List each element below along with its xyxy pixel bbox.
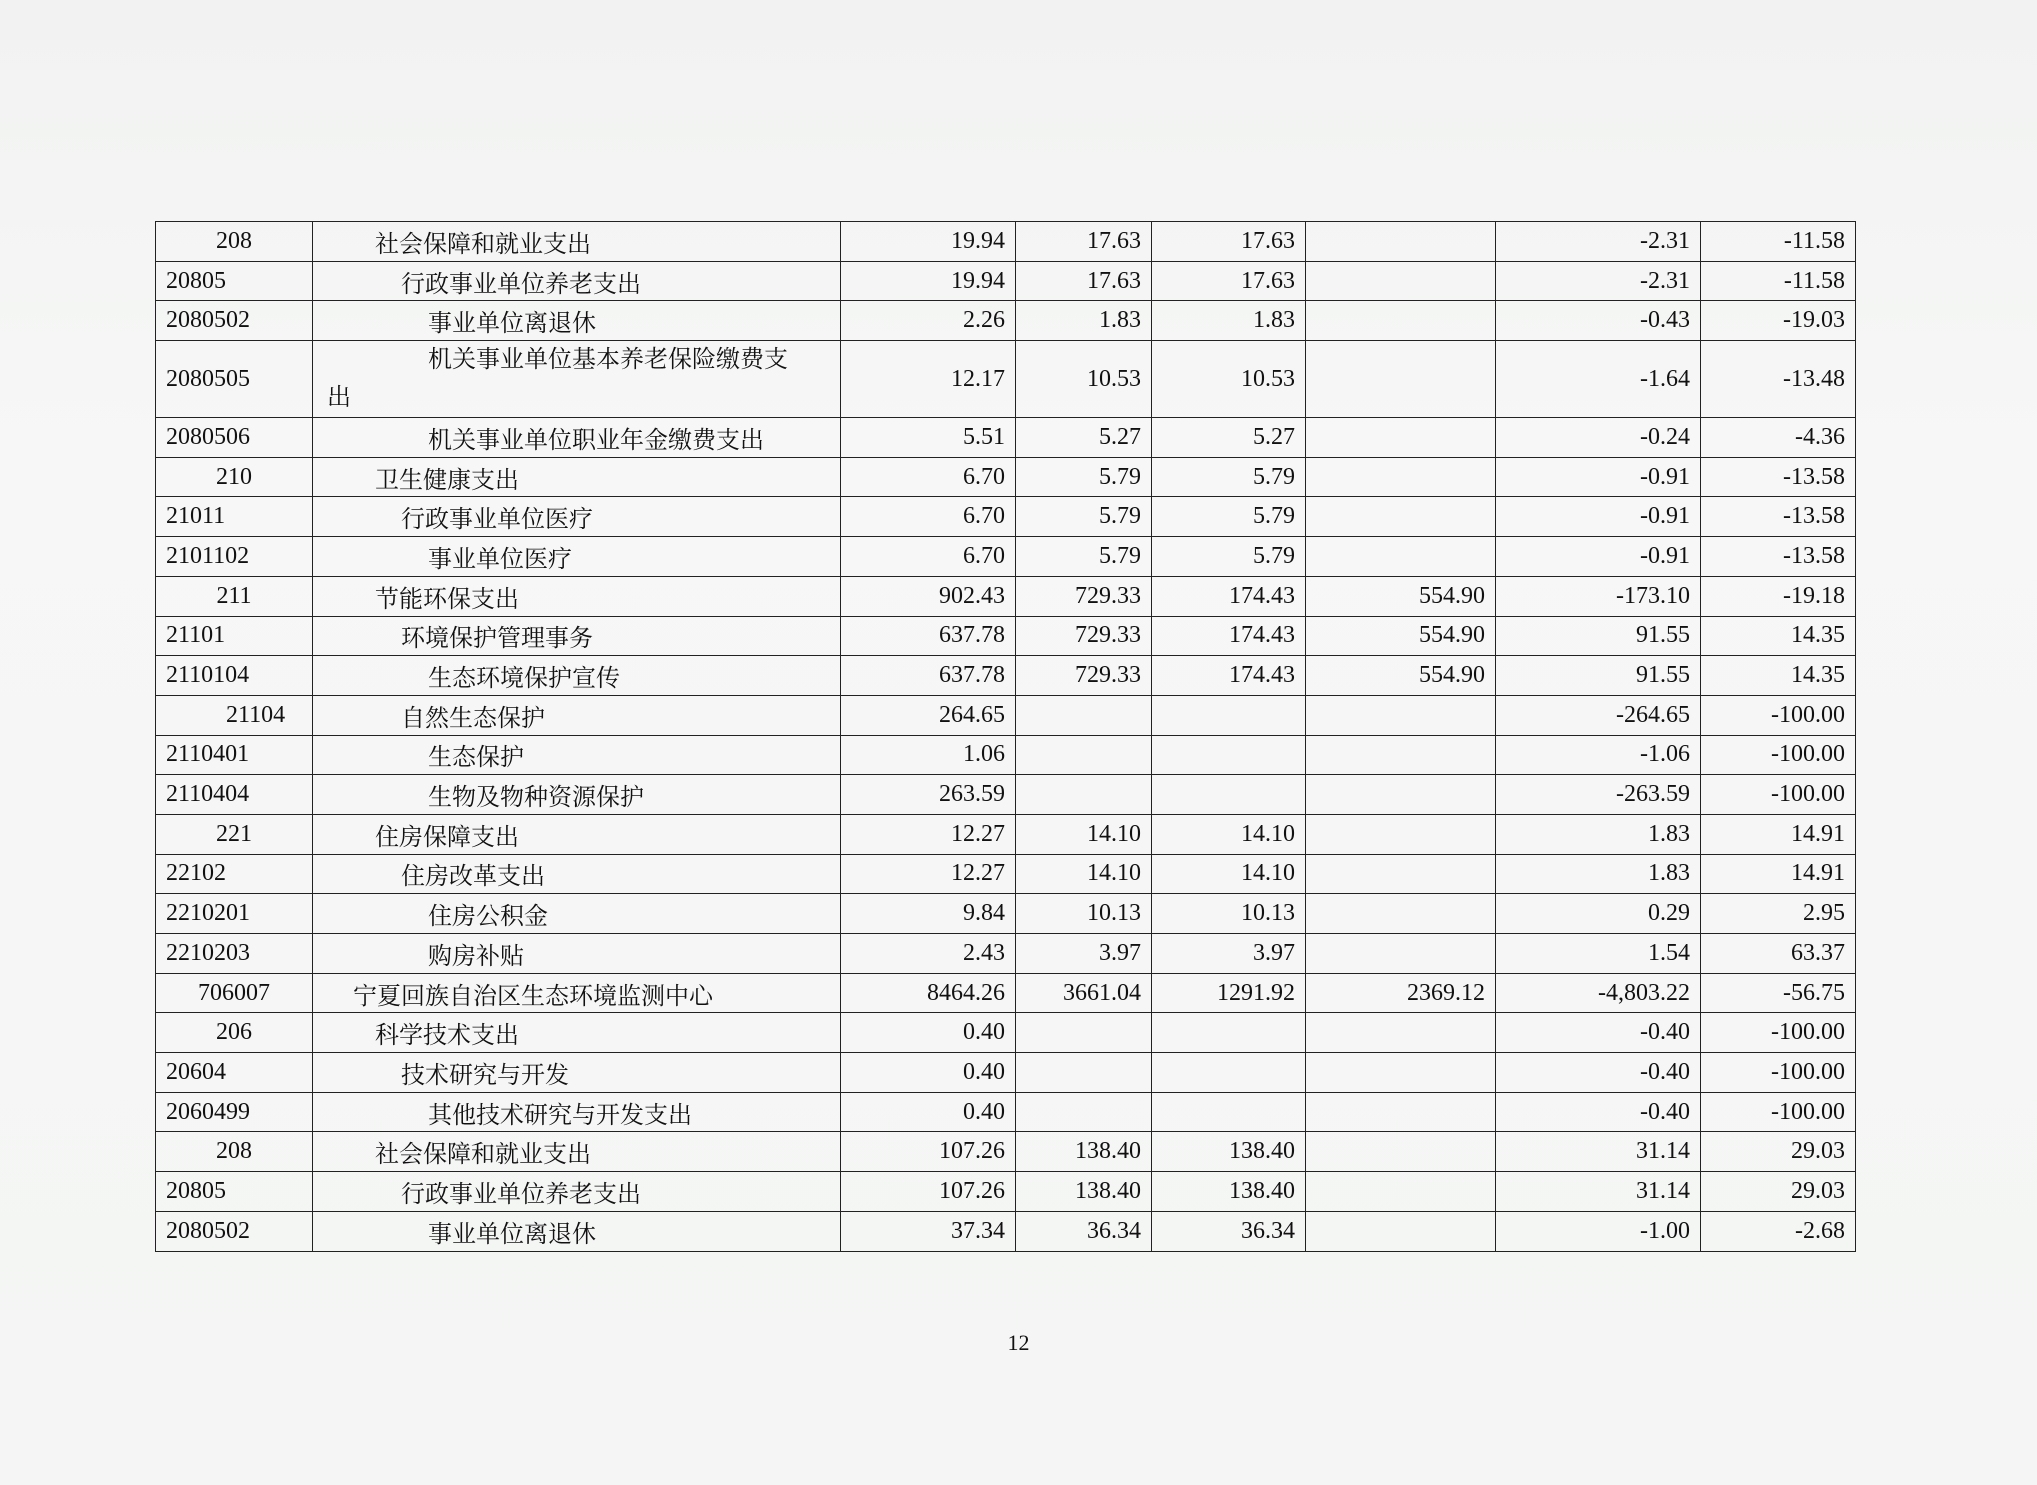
amount-cell-c4 [1306,1211,1496,1251]
table-row [156,814,1856,854]
subject-code-cell: 2060499 [156,1092,313,1132]
subject-code-cell: 2080502 [156,1211,313,1251]
amount-cell-c6: 14.35 [1701,616,1856,656]
amount-cell-c3: 17.63 [1152,261,1306,301]
subject-name-cell: 生态保护 [313,735,841,775]
subject-name-cell [313,341,841,418]
amount-cell-c1: 5.51 [841,418,1016,458]
amount-cell-c4 [1306,934,1496,974]
amount-cell-c1: 37.34 [841,1211,1016,1251]
subject-code-cell: 2210203 [156,934,313,974]
amount-cell-c4 [1306,341,1496,418]
table-row [156,1092,1856,1132]
amount-cell-c5: -0.91 [1496,497,1701,537]
table-row [156,576,1856,616]
amount-cell-c3: 36.34 [1152,1211,1306,1251]
amount-cell-c4: 554.90 [1306,656,1496,696]
amount-cell-c3: 5.79 [1152,457,1306,497]
amount-cell-c4 [1306,418,1496,458]
subject-code-cell: 20604 [156,1053,313,1093]
table-row [156,894,1856,934]
amount-cell-c3: 10.13 [1152,894,1306,934]
subject-name-line: 机关事业单位基本养老保险缴费支 [428,347,788,374]
amount-cell-c2: 729.33 [1016,656,1152,696]
amount-cell-c4 [1306,894,1496,934]
amount-cell-c4 [1306,1172,1496,1212]
amount-cell-c5: -0.91 [1496,457,1701,497]
amount-cell-c3: 1.83 [1152,301,1306,341]
subject-name-cell: 住房保障支出 [313,814,841,854]
amount-cell-c1: 264.65 [841,695,1016,735]
amount-cell-c5: -0.40 [1496,1013,1701,1053]
amount-cell-c2 [1016,1053,1152,1093]
subject-code-cell: 2110404 [156,775,313,815]
amount-cell-c4 [1306,301,1496,341]
table-row [156,222,1856,262]
amount-cell-c3 [1152,1092,1306,1132]
amount-cell-c3: 1291.92 [1152,973,1306,1013]
amount-cell-c4: 2369.12 [1306,973,1496,1013]
amount-cell-c5: -264.65 [1496,695,1701,735]
amount-cell-c6: -13.58 [1701,497,1856,537]
amount-cell-c6: -100.00 [1701,1053,1856,1093]
amount-cell-c2 [1016,775,1152,815]
amount-cell-c5: 0.29 [1496,894,1701,934]
amount-cell-c2 [1016,1092,1152,1132]
budget-table [155,221,1856,1252]
subject-code-cell: 2110401 [156,735,313,775]
table-row [156,497,1856,537]
amount-cell-c3 [1152,775,1306,815]
subject-name-cell: 节能环保支出 [313,576,841,616]
amount-cell-c4 [1306,261,1496,301]
page-number: 12 [1007,1330,1030,1355]
amount-cell-c3: 14.10 [1152,854,1306,894]
amount-cell-c6: -4.36 [1701,418,1856,458]
amount-cell-c6: 14.35 [1701,656,1856,696]
amount-cell-c5: -1.06 [1496,735,1701,775]
subject-name-cell: 事业单位离退休 [313,301,841,341]
amount-cell-c5: -0.40 [1496,1092,1701,1132]
amount-cell-c4 [1306,537,1496,577]
subject-name-cell: 住房公积金 [313,894,841,934]
amount-cell-c1: 19.94 [841,261,1016,301]
amount-cell-c2: 3661.04 [1016,973,1152,1013]
subject-name-cell: 社会保障和就业支出 [313,1132,841,1172]
amount-cell-c1: 9.84 [841,894,1016,934]
table-row [156,775,1856,815]
amount-cell-c1: 12.17 [841,341,1016,418]
amount-cell-c4 [1306,854,1496,894]
amount-cell-c1: 6.70 [841,457,1016,497]
amount-cell-c3 [1152,1013,1306,1053]
amount-cell-c5: 1.83 [1496,854,1701,894]
subject-code-cell: 2080505 [156,341,313,418]
amount-cell-c3: 5.79 [1152,497,1306,537]
table-row [156,1172,1856,1212]
amount-cell-c6: 14.91 [1701,814,1856,854]
amount-cell-c1: 637.78 [841,616,1016,656]
subject-name-line: 出 [327,385,351,412]
subject-code-cell: 2110104 [156,656,313,696]
subject-name-cell: 其他技术研究与开发支出 [313,1092,841,1132]
table-row [156,457,1856,497]
amount-cell-c2: 729.33 [1016,576,1152,616]
amount-cell-c3 [1152,1053,1306,1093]
subject-code-cell: 206 [156,1013,313,1053]
amount-cell-c2: 14.10 [1016,854,1152,894]
subject-code-cell: 210 [156,457,313,497]
table-row [156,418,1856,458]
subject-code-cell: 21101 [156,616,313,656]
amount-cell-c5: 1.54 [1496,934,1701,974]
amount-cell-c4 [1306,1132,1496,1172]
amount-cell-c1: 6.70 [841,537,1016,577]
subject-name-cell: 自然生态保护 [313,695,841,735]
subject-code-cell: 20805 [156,261,313,301]
amount-cell-c6: 29.03 [1701,1172,1856,1212]
subject-code-cell: 22102 [156,854,313,894]
subject-code-cell: 2101102 [156,537,313,577]
amount-cell-c6: 2.95 [1701,894,1856,934]
amount-cell-c6: 63.37 [1701,934,1856,974]
amount-cell-c6: -100.00 [1701,1092,1856,1132]
amount-cell-c2: 1.83 [1016,301,1152,341]
subject-code-cell: 21104 [156,695,313,735]
amount-cell-c5: -2.31 [1496,261,1701,301]
amount-cell-c3: 138.40 [1152,1172,1306,1212]
amount-cell-c1: 902.43 [841,576,1016,616]
subject-code-cell: 208 [156,1132,313,1172]
amount-cell-c5: 31.14 [1496,1172,1701,1212]
amount-cell-c2: 729.33 [1016,616,1152,656]
table-row [156,341,1856,418]
amount-cell-c6: -13.58 [1701,457,1856,497]
subject-name-cell: 事业单位医疗 [313,537,841,577]
amount-cell-c6: -11.58 [1701,222,1856,262]
table-row [156,616,1856,656]
amount-cell-c4 [1306,457,1496,497]
amount-cell-c6: -13.58 [1701,537,1856,577]
amount-cell-c3 [1152,695,1306,735]
amount-cell-c1: 1.06 [841,735,1016,775]
amount-cell-c3: 138.40 [1152,1132,1306,1172]
subject-name-cell: 社会保障和就业支出 [313,222,841,262]
amount-cell-c3: 5.27 [1152,418,1306,458]
amount-cell-c5: 31.14 [1496,1132,1701,1172]
amount-cell-c4 [1306,1092,1496,1132]
amount-cell-c4 [1306,735,1496,775]
amount-cell-c5: -0.24 [1496,418,1701,458]
amount-cell-c6: -11.58 [1701,261,1856,301]
amount-cell-c2: 5.27 [1016,418,1152,458]
amount-cell-c5: 91.55 [1496,656,1701,696]
amount-cell-c2: 17.63 [1016,222,1152,262]
subject-name-cell: 科学技术支出 [313,1013,841,1053]
amount-cell-c6: 14.91 [1701,854,1856,894]
subject-name-cell: 技术研究与开发 [313,1053,841,1093]
subject-name-cell: 住房改革支出 [313,854,841,894]
amount-cell-c2: 17.63 [1016,261,1152,301]
budget-table-body [156,222,1856,1252]
amount-cell-c6: -19.03 [1701,301,1856,341]
amount-cell-c4 [1306,814,1496,854]
amount-cell-c4: 554.90 [1306,616,1496,656]
amount-cell-c1: 8464.26 [841,973,1016,1013]
table-row [156,656,1856,696]
amount-cell-c2: 10.13 [1016,894,1152,934]
table-row [156,1211,1856,1251]
amount-cell-c6: -100.00 [1701,735,1856,775]
amount-cell-c3: 5.79 [1152,537,1306,577]
amount-cell-c2: 138.40 [1016,1172,1152,1212]
amount-cell-c4 [1306,222,1496,262]
amount-cell-c2: 14.10 [1016,814,1152,854]
amount-cell-c1: 19.94 [841,222,1016,262]
amount-cell-c4 [1306,695,1496,735]
amount-cell-c6: -100.00 [1701,775,1856,815]
subject-name-cell: 机关事业单位职业年金缴费支出 [313,418,841,458]
amount-cell-c1: 0.40 [841,1092,1016,1132]
amount-cell-c2: 5.79 [1016,457,1152,497]
subject-code-cell: 221 [156,814,313,854]
table-row [156,934,1856,974]
subject-name-cell: 环境保护管理事务 [313,616,841,656]
subject-name-cell: 事业单位离退休 [313,1211,841,1251]
amount-cell-c6: -100.00 [1701,1013,1856,1053]
subject-name-cell: 卫生健康支出 [313,457,841,497]
amount-cell-c2 [1016,695,1152,735]
subject-code-cell: 211 [156,576,313,616]
subject-code-cell: 208 [156,222,313,262]
amount-cell-c5: -0.40 [1496,1053,1701,1093]
amount-cell-c3: 174.43 [1152,656,1306,696]
subject-name-cell: 行政事业单位医疗 [313,497,841,537]
table-row [156,301,1856,341]
amount-cell-c4 [1306,1053,1496,1093]
table-row [156,1013,1856,1053]
amount-cell-c2 [1016,1013,1152,1053]
amount-cell-c1: 0.40 [841,1013,1016,1053]
table-row [156,735,1856,775]
amount-cell-c6: -56.75 [1701,973,1856,1013]
amount-cell-c6: -19.18 [1701,576,1856,616]
table-row [156,261,1856,301]
table-row [156,537,1856,577]
table-row [156,695,1856,735]
amount-cell-c1: 107.26 [841,1132,1016,1172]
amount-cell-c2: 3.97 [1016,934,1152,974]
amount-cell-c3 [1152,735,1306,775]
amount-cell-c1: 6.70 [841,497,1016,537]
amount-cell-c3: 10.53 [1152,341,1306,418]
amount-cell-c3: 174.43 [1152,576,1306,616]
amount-cell-c2: 5.79 [1016,537,1152,577]
amount-cell-c1: 263.59 [841,775,1016,815]
amount-cell-c1: 12.27 [841,854,1016,894]
amount-cell-c2: 10.53 [1016,341,1152,418]
subject-code-cell: 21011 [156,497,313,537]
amount-cell-c5: -0.91 [1496,537,1701,577]
subject-name-cell: 宁夏回族自治区生态环境监测中心 [313,973,841,1013]
table-row [156,973,1856,1013]
subject-code-cell: 2080506 [156,418,313,458]
amount-cell-c2: 36.34 [1016,1211,1152,1251]
amount-cell-c6: 29.03 [1701,1132,1856,1172]
amount-cell-c6: -100.00 [1701,695,1856,735]
amount-cell-c2: 5.79 [1016,497,1152,537]
amount-cell-c3: 174.43 [1152,616,1306,656]
amount-cell-c4 [1306,775,1496,815]
amount-cell-c3: 17.63 [1152,222,1306,262]
table-row [156,854,1856,894]
amount-cell-c5: -263.59 [1496,775,1701,815]
amount-cell-c5: 91.55 [1496,616,1701,656]
amount-cell-c5: -0.43 [1496,301,1701,341]
amount-cell-c1: 2.26 [841,301,1016,341]
subject-name-cell: 行政事业单位养老支出 [313,261,841,301]
amount-cell-c5: -2.31 [1496,222,1701,262]
amount-cell-c2 [1016,735,1152,775]
subject-name-cell: 行政事业单位养老支出 [313,1172,841,1212]
amount-cell-c1: 637.78 [841,656,1016,696]
amount-cell-c6: -13.48 [1701,341,1856,418]
subject-name-cell: 生物及物种资源保护 [313,775,841,815]
subject-name-cell: 购房补贴 [313,934,841,974]
amount-cell-c5: -173.10 [1496,576,1701,616]
amount-cell-c4: 554.90 [1306,576,1496,616]
subject-code-cell: 20805 [156,1172,313,1212]
amount-cell-c4 [1306,497,1496,537]
amount-cell-c4 [1306,1013,1496,1053]
amount-cell-c3: 3.97 [1152,934,1306,974]
subject-code-cell: 706007 [156,973,313,1013]
amount-cell-c2: 138.40 [1016,1132,1152,1172]
subject-name-cell: 生态环境保护宣传 [313,656,841,696]
amount-cell-c6: -2.68 [1701,1211,1856,1251]
subject-code-cell: 2080502 [156,301,313,341]
amount-cell-c1: 0.40 [841,1053,1016,1093]
table-row [156,1132,1856,1172]
amount-cell-c1: 107.26 [841,1172,1016,1212]
amount-cell-c1: 2.43 [841,934,1016,974]
amount-cell-c5: -1.64 [1496,341,1701,418]
amount-cell-c3: 14.10 [1152,814,1306,854]
table-row [156,1053,1856,1093]
subject-code-cell: 2210201 [156,894,313,934]
amount-cell-c5: 1.83 [1496,814,1701,854]
amount-cell-c5: -4,803.22 [1496,973,1701,1013]
amount-cell-c5: -1.00 [1496,1211,1701,1251]
amount-cell-c1: 12.27 [841,814,1016,854]
